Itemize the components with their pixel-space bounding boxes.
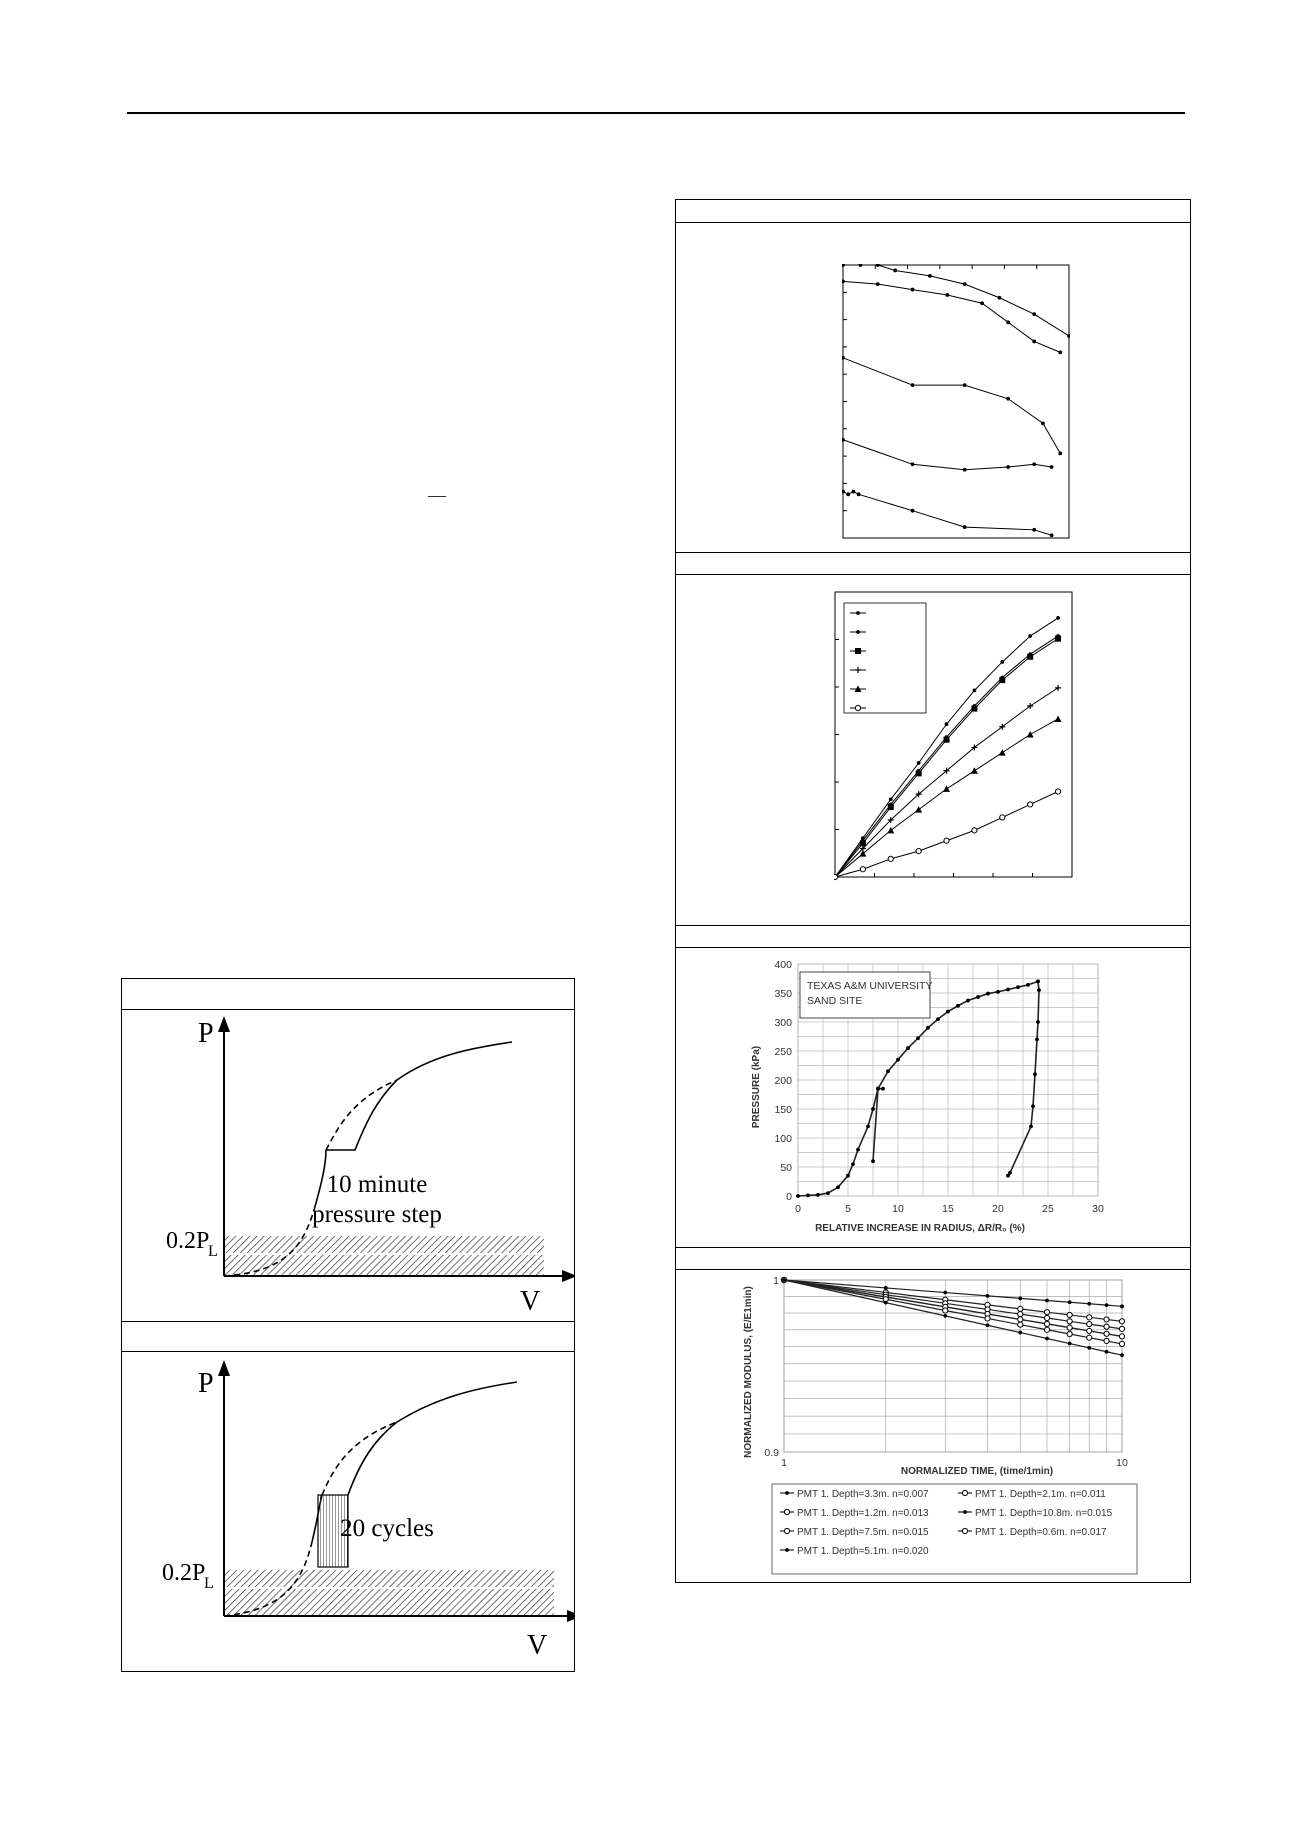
chart-3-point: [1026, 983, 1030, 987]
chart-3-point: [796, 1194, 800, 1198]
chart-4-legend-marker: [784, 1509, 789, 1514]
chart-3-point: [851, 1162, 855, 1166]
chart-4-point: [1087, 1302, 1091, 1306]
chart-1-series-line: [843, 281, 1060, 352]
chart-4-legend-label: PMT 1. Depth=7.5m. n=0.015: [797, 1527, 929, 1538]
chart-3-point: [1031, 1104, 1035, 1108]
chart-4-point: [1087, 1346, 1091, 1350]
threshold-label: 0.2P: [166, 1228, 210, 1254]
chart-4-point: [1067, 1325, 1072, 1330]
chart-1-point: [893, 269, 897, 273]
chart-2-point: [916, 770, 922, 776]
chart-1-point: [963, 282, 967, 286]
chart-2-point: [888, 804, 894, 810]
chart-3-point: [826, 1191, 830, 1195]
hatched-band: [224, 1570, 554, 1616]
chart-1-point: [911, 509, 915, 513]
chart-3-annotation-line-1: TEXAS A&M UNIVERSITY: [807, 980, 933, 992]
v-axis-label: V: [527, 1630, 548, 1661]
expected-curve-dashed: [326, 1080, 397, 1150]
chart-2-origin-point: [834, 874, 838, 879]
chart-1-point: [1006, 465, 1010, 469]
chart-3-y-tick-label: 50: [780, 1162, 792, 1174]
chart-1-point: [842, 264, 845, 267]
chart-4-point: [1044, 1327, 1049, 1332]
chart-3-point: [1036, 1020, 1040, 1024]
chart-4-point: [986, 1323, 990, 1327]
chart-2-point: [1000, 660, 1004, 664]
chart-4-point: [1104, 1331, 1109, 1336]
chart-4-x-tick-label: 1: [781, 1457, 787, 1469]
chart-1-point: [911, 383, 915, 387]
pressure-step-sketch: [122, 1010, 574, 1320]
equation-fragment: —: [428, 485, 446, 505]
chart-4-legend-label: PMT 1. Depth=1.2m. n=0.013: [797, 1508, 929, 1519]
chart-4-legend-marker: [785, 1491, 789, 1495]
cycles-annotation: 20 cycles: [340, 1515, 434, 1542]
chart-1: [842, 264, 1070, 540]
chart-4-legend-marker: [962, 1528, 967, 1533]
chart-1-point: [911, 288, 915, 292]
v-axis-arrow: [567, 1610, 574, 1622]
chart-2-point: [1055, 685, 1061, 691]
chart-3-point: [881, 1087, 885, 1091]
chart-3-point: [866, 1125, 870, 1129]
chart-3-point: [871, 1107, 875, 1111]
chart-2-point: [1027, 731, 1034, 738]
chart-2-point: [889, 797, 893, 801]
chart-2-point: [888, 856, 893, 861]
chart-3-point: [846, 1174, 850, 1178]
chart-4-legend-label: PMT 1. Depth=2.1m. n=0.011: [975, 1489, 1106, 1500]
chart-3-point: [976, 995, 980, 999]
chart-1-point: [842, 438, 845, 442]
chart-3-x-tick-label: 5: [845, 1203, 851, 1215]
chart-1-series-line: [843, 440, 1052, 470]
chart-3-y-tick-label: 100: [774, 1133, 792, 1145]
chart-4-x-tick-label: 10: [1116, 1457, 1128, 1469]
chart-4-point: [1119, 1319, 1124, 1324]
header-rule: [127, 112, 1185, 114]
chart-2-point: [1028, 802, 1033, 807]
chart-2-point: [943, 785, 950, 792]
chart-3-y-tick-label: 200: [774, 1075, 792, 1087]
chart-4-point: [1104, 1324, 1109, 1329]
chart-3-point: [926, 1026, 930, 1030]
chart-3-point: [1006, 988, 1010, 992]
p-axis-label: P: [198, 1368, 214, 1399]
chart-4-point: [1018, 1331, 1022, 1335]
chart-3-point: [876, 1087, 880, 1091]
chart-1-point: [1050, 533, 1054, 537]
chart-1-point: [911, 462, 915, 466]
chart-3-point: [956, 1004, 960, 1008]
chart-2: [834, 591, 1074, 881]
chart-4-point: [986, 1294, 990, 1298]
chart-3-x-tick-label: 15: [942, 1203, 954, 1215]
chart-1-point: [846, 492, 850, 496]
annotation-line-1: 10 minute: [326, 1171, 428, 1198]
annotation-line-2: pressure step: [312, 1201, 442, 1228]
chart-1-point: [1032, 312, 1036, 316]
chart-3-point: [906, 1046, 910, 1050]
left-figure-divider: [122, 1321, 574, 1322]
chart-1-series-line: [843, 358, 1060, 454]
chart-4-point: [1044, 1310, 1049, 1315]
chart-3-point: [1033, 1072, 1037, 1076]
chart-3-point: [996, 990, 1000, 994]
chart-1-point: [1041, 421, 1045, 425]
chart-3-x-tick-label: 25: [1042, 1203, 1054, 1215]
chart-3-x-tick-label: 0: [795, 1203, 801, 1215]
chart-4-point: [782, 1278, 786, 1282]
chart-3-y-tick-label: 150: [774, 1104, 792, 1116]
chart-3-xlabel: RELATIVE INCREASE IN RADIUS, ΔR/R₀ (%): [815, 1223, 1025, 1234]
chart-1-frame: [843, 265, 1069, 538]
chart-4-ylabel: NORMALIZED MODULUS, (E/E1min): [743, 1286, 754, 1458]
v-axis-arrow: [562, 1270, 574, 1282]
v-axis-label: V: [520, 1286, 541, 1317]
chart-3-annotation-line-2: SAND SITE: [807, 995, 863, 1007]
chart-3-point: [806, 1194, 810, 1198]
chart-4-point: [1087, 1322, 1092, 1327]
chart-4-legend-marker: [962, 1490, 967, 1495]
chart-2-point: [971, 706, 977, 712]
chart-1-point: [876, 264, 880, 267]
chart-4-point: [1045, 1299, 1049, 1303]
chart-4-legend-label: PMT 1. Depth=5.1m. n=0.020: [797, 1546, 929, 1557]
chart-3-y-tick-label: 250: [774, 1046, 792, 1058]
chart-4-point: [884, 1286, 888, 1290]
chart-4-point: [1018, 1306, 1023, 1311]
chart-2-point: [915, 806, 922, 813]
chart-4-point: [1087, 1335, 1092, 1340]
chart-4-point: [1067, 1319, 1072, 1324]
chart-3-point: [896, 1058, 900, 1062]
chart-2-point: [1027, 654, 1033, 660]
chart-4-point: [985, 1316, 990, 1321]
chart-4-legend-label: PMT 1. Depth=10.8m. n=0.015: [975, 1508, 1113, 1519]
chart-2-legend-marker: [856, 630, 860, 634]
chart-1-point: [963, 525, 967, 529]
chart-4-point: [1018, 1322, 1023, 1327]
chart-3-x-tick-label: 20: [992, 1203, 1004, 1215]
chart-3-y-tick-label: 300: [774, 1017, 792, 1029]
chart-3-point: [886, 1069, 890, 1073]
chart-1-point: [1006, 320, 1010, 324]
chart-4-legend-marker: [963, 1510, 967, 1514]
chart-4-point: [943, 1314, 947, 1318]
chart-3-point: [1006, 1174, 1010, 1178]
chart-3-point: [936, 1017, 940, 1021]
chart-4-point: [1105, 1350, 1109, 1354]
chart-3-point: [856, 1148, 860, 1152]
chart-4-legend-label: PMT 1. Depth=0.6m. n=0.017: [975, 1527, 1107, 1538]
chart-1-point: [842, 356, 845, 360]
chart-2-point: [972, 828, 977, 833]
chart-1-point: [1058, 350, 1062, 354]
chart-4-point: [943, 1291, 947, 1295]
chart-3-y-tick-label: 0: [786, 1191, 792, 1203]
chart-4-point: [1044, 1315, 1049, 1320]
chart-4-point: [1119, 1326, 1124, 1331]
chart-4-point: [1018, 1296, 1022, 1300]
chart-4-point: [1104, 1317, 1109, 1322]
chart-4-point: [1087, 1328, 1092, 1333]
post-cycle-curve: [348, 1382, 517, 1495]
chart-1-point: [980, 301, 984, 305]
chart-2-point: [1055, 636, 1061, 642]
chart-4-point: [1119, 1334, 1124, 1339]
chart-1-point: [928, 274, 932, 278]
chart-1-point: [1032, 462, 1036, 466]
chart-2-legend: [844, 603, 926, 713]
chart-2-point: [999, 749, 1006, 756]
chart-4-legend-marker: [785, 1548, 789, 1552]
chart-3: [740, 952, 1120, 1236]
chart-2-point: [973, 689, 977, 693]
chart-4-point: [1067, 1331, 1072, 1336]
chart-4-legend-label: PMT 1. Depth=3.3m. n=0.007: [797, 1489, 929, 1500]
threshold-subscript: L: [208, 1243, 218, 1260]
chart-2-legend-marker: [855, 705, 860, 710]
p-axis-arrow: [218, 1016, 230, 1032]
chart-4-legend-marker: [784, 1528, 789, 1533]
chart-1-point: [1050, 465, 1054, 469]
chart-3-point: [1036, 980, 1040, 984]
chart-4-point: [1120, 1304, 1124, 1308]
chart-1-point: [858, 264, 862, 267]
chart-3-y-tick-label: 350: [774, 988, 792, 1000]
chart-4-y-tick-label: 0.9: [764, 1447, 779, 1459]
chart-4-point: [1018, 1317, 1023, 1322]
chart-4-point: [1018, 1312, 1023, 1317]
chart-2-point: [917, 761, 921, 765]
hatched-band: [224, 1236, 544, 1276]
chart-3-ylabel: PRESSURE (kPa): [751, 1045, 762, 1129]
chart-4-point: [884, 1301, 888, 1305]
cyclic-loading-sketch: [122, 1352, 574, 1670]
p-axis-label: P: [198, 1018, 214, 1049]
chart-2-point: [944, 737, 950, 743]
chart-4-point: [943, 1308, 948, 1313]
chart-4-y-tick-label: 1: [773, 1275, 779, 1287]
chart-2-point: [1000, 815, 1005, 820]
chart-1-point: [842, 279, 845, 283]
chart-4: [732, 1272, 1142, 1577]
chart-2-point: [1056, 616, 1060, 620]
chart-3-point: [1016, 985, 1020, 989]
chart-1-point: [963, 383, 967, 387]
chart-1-series-line: [843, 492, 1052, 536]
chart-2-legend-marker: [855, 648, 861, 654]
chart-3-point: [1037, 988, 1041, 992]
chart-2-point: [860, 840, 866, 846]
chart-3-point: [986, 992, 990, 996]
threshold-subscript: L: [204, 1575, 214, 1592]
chart-3-point: [946, 1010, 950, 1014]
chart-2-point: [916, 848, 921, 853]
chart-3-point: [1029, 1125, 1033, 1129]
chart-3-x-tick-label: 10: [892, 1203, 904, 1215]
chart-4-point: [1119, 1341, 1124, 1346]
chart-4-xlabel: NORMALIZED TIME, (time/1min): [900, 1466, 1054, 1477]
chart-4-point: [1045, 1337, 1049, 1341]
creep-step-curve: [326, 1042, 512, 1150]
chart-1-point: [963, 468, 967, 472]
chart-3-point: [966, 999, 970, 1003]
chart-3-point: [1035, 1038, 1039, 1042]
chart-2-point: [860, 867, 865, 872]
chart-2-point: [887, 827, 894, 834]
chart-3-point: [816, 1193, 820, 1197]
chart-4-point: [1105, 1303, 1109, 1307]
chart-3-point: [916, 1036, 920, 1040]
chart-2-point: [1055, 715, 1062, 722]
chart-2-point: [971, 767, 978, 774]
chart-4-point: [1087, 1315, 1092, 1320]
chart-4-point: [1044, 1321, 1049, 1326]
chart-1-point: [1032, 340, 1036, 344]
chart-4-point: [1120, 1353, 1124, 1357]
chart-2-legend-marker: [856, 611, 860, 615]
chart-4-point: [1068, 1342, 1072, 1346]
chart-4-point: [1104, 1338, 1109, 1343]
chart-2-point: [1055, 789, 1060, 794]
chart-2-point: [1028, 634, 1032, 638]
chart-4-point: [1068, 1300, 1072, 1304]
chart-1-point: [1058, 451, 1062, 455]
chart-3-y-tick-label: 400: [774, 959, 792, 971]
chart-1-point: [857, 492, 861, 496]
chart-1-point: [852, 490, 856, 494]
chart-3-x-tick-label: 30: [1092, 1203, 1104, 1215]
chart-2-point: [945, 722, 949, 726]
p-axis-arrow: [218, 1360, 230, 1376]
threshold-label: 0.2P: [162, 1560, 206, 1586]
chart-1-point: [876, 282, 880, 286]
left-figure-frame: [121, 978, 575, 1672]
chart-1-point: [1032, 528, 1036, 532]
chart-1-point: [1006, 397, 1010, 401]
chart-4-point: [1067, 1312, 1072, 1317]
chart-4-plot-area: [784, 1280, 1122, 1452]
chart-3-point: [871, 1159, 875, 1163]
chart-1-point: [945, 293, 949, 297]
chart-3-point: [836, 1185, 840, 1189]
chart-2-point: [944, 838, 949, 843]
chart-2-point: [999, 677, 1005, 683]
chart-1-point: [998, 296, 1002, 300]
